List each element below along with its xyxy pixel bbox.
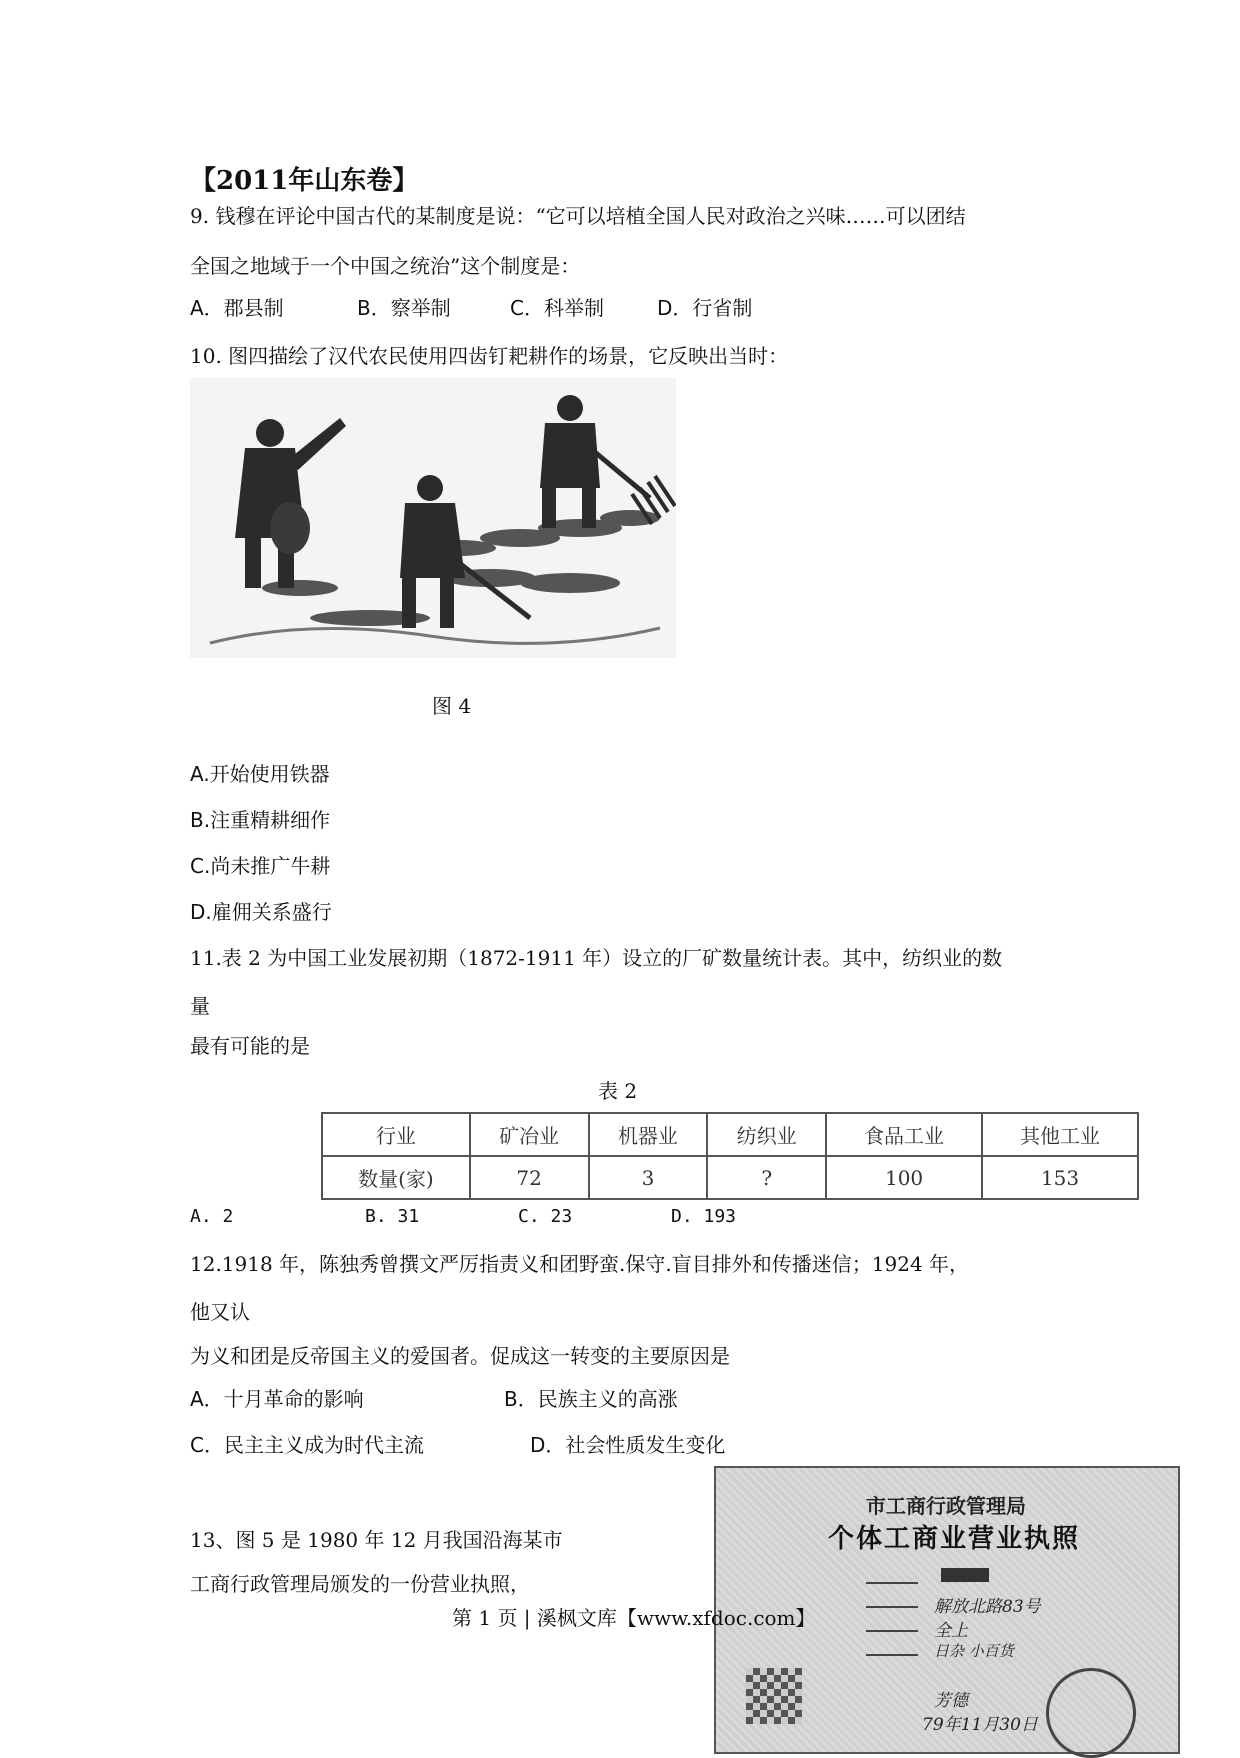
q10-option-b: B.注重精耕细作 (190, 808, 331, 832)
table-header-cell: 矿冶业 (470, 1113, 589, 1156)
license-seal (1046, 1668, 1136, 1758)
q11-stem-line2: 量 (190, 994, 210, 1018)
license-heading: 市工商行政管理局 (866, 1494, 1026, 1518)
figure4-caption: 图 4 (432, 694, 472, 718)
q9-option-b: B．察举制 (357, 296, 451, 320)
q11-option-a: A. 2 (190, 1206, 234, 1227)
license-redacted-name (941, 1568, 989, 1582)
q12-option-a: A．十月革命的影响 (190, 1387, 364, 1411)
q10-option-d: D.雇佣关系盛行 (190, 900, 332, 924)
table-header-cell: 食品工业 (826, 1113, 982, 1156)
license-address: 解放北路83号 (934, 1597, 1041, 1617)
farming-scene-figure (190, 378, 676, 658)
page-footer: 第 1 页 | 溪枫文库【www.xfdoc.com】 (452, 1606, 816, 1630)
q12-stem-line3: 为义和团是反帝国主义的爱国者。促成这一转变的主要原因是 (190, 1344, 730, 1368)
table-header-cell: 行业 (322, 1113, 470, 1156)
page-title: 【2011年山东卷】 (190, 166, 419, 196)
table-cell: 100 (826, 1156, 982, 1199)
table2-title: 表 2 (598, 1079, 638, 1103)
license-fields-labels (866, 1568, 918, 1656)
table-cell: ? (707, 1156, 826, 1199)
table-cell: 72 (470, 1156, 589, 1199)
q12-option-c: C．民主主义成为时代主流 (190, 1433, 424, 1457)
license-title: 个体工商业营业执照 (828, 1524, 1081, 1554)
q10-option-a: A.开始使用铁器 (190, 762, 330, 786)
q9-option-c: C．科举制 (510, 296, 604, 320)
q11-stem-line3: 最有可能的是 (190, 1034, 310, 1058)
license-photo-patch (746, 1668, 802, 1724)
q10-option-c: C.尚未推广牛耕 (190, 854, 331, 878)
license-same: 全上 (934, 1621, 968, 1641)
q9-stem-line2: 全国之地域于一个中国之统治”这个制度是： (190, 254, 581, 278)
q12-option-b: B．民族主义的高涨 (504, 1387, 678, 1411)
q13-stem-line1: 13、图 5 是 1980 年 12 月我国沿海某市 (190, 1528, 563, 1552)
q11-option-b: B. 31 (365, 1206, 420, 1227)
license-scope: 日杂 小百货 (934, 1642, 1014, 1660)
license-date: 79年11月30日 (922, 1715, 1038, 1735)
q11-option-c: C. 23 (518, 1206, 573, 1227)
table-header-row (322, 1113, 1138, 1156)
q9-option-d: D．行省制 (657, 296, 753, 320)
q12-stem-line1: 12.1918 年，陈独秀曾撰文严厉指责义和团野蛮.保守.盲目排外和传播迷信；1924 年， (190, 1252, 970, 1276)
q13-stem-line2: 工商行政管理局颁发的一份营业执照， (190, 1572, 530, 1596)
q11-stem-line1: 11.表 2 为中国工业发展初期（1872-1911 年）设立的厂矿数量统计表。其中，纺织业的数 (190, 946, 1003, 970)
table-header-cell: 纺织业 (707, 1113, 826, 1156)
q12-option-d: D．社会性质发生变化 (530, 1433, 726, 1457)
table-cell: 153 (982, 1156, 1138, 1199)
q9-option-a: A．郡县制 (190, 296, 284, 320)
factory-count-table (321, 1112, 1139, 1200)
table-cell: 数量(家) (322, 1156, 470, 1199)
license-person: 芳德 (934, 1691, 968, 1711)
q9-stem-line1: 9. 钱穆在评论中国古代的某制度是说：“它可以培植全国人民对政治之兴味……可以团结 (190, 204, 966, 228)
q12-stem-line2: 他又认 (190, 1300, 250, 1324)
table-header-cell: 机器业 (589, 1113, 708, 1156)
table-row (322, 1156, 1138, 1199)
q10-stem: 10. 图四描绘了汉代农民使用四齿钉耙耕作的场景，它反映出当时： (190, 344, 789, 368)
table-cell: 3 (589, 1156, 708, 1199)
q11-option-d: D. 193 (671, 1206, 737, 1227)
table-header-cell: 其他工业 (982, 1113, 1138, 1156)
